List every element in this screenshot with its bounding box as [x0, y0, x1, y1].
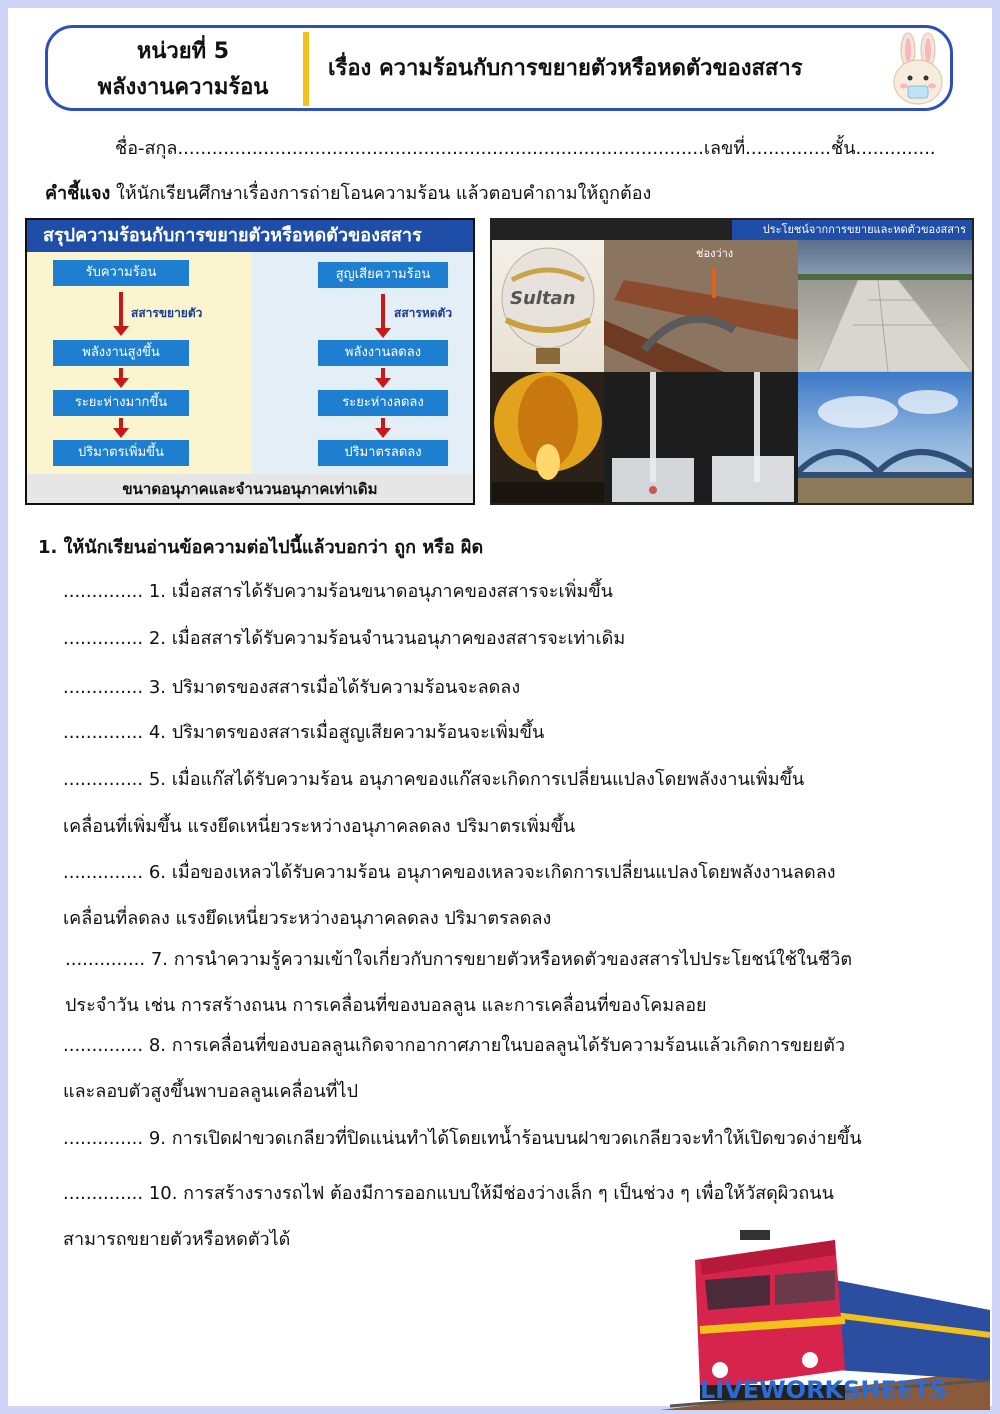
expand-label: สสารขยายตัว [131, 306, 203, 320]
summary-diagram [25, 218, 475, 505]
unit-number: หน่วยที่ 5 [136, 39, 230, 64]
question-9: .............. 9. การเปิดฝาขวดเกลียวที่ปิดแน่นทำได้โดยเทน้ำร้อนบนฝาขวดเกลียวจะทำให้เปิดขวดง่ายขึ้น [63, 1128, 862, 1149]
question-2: .............. 2. เมื่อสสารได้รับความร้อนจำนวนอนุภาคของสสารจะเท่าเดิม [63, 628, 626, 649]
question-8: .............. 8. การเคลื่อนที่ของบอลลูนเกิดจากอากาศภายในบอลลูนได้รับความร้อนแล้วเกิดการขยยตัว [63, 1035, 846, 1056]
photo-collage [490, 218, 974, 505]
question-5: .............. 5. เมื่อแก๊สได้รับความร้อน อนุภาคของแก๊สจะเกิดการเปลี่ยนแปลงโดยพลังงานเพิ่มขึ้น [63, 769, 805, 790]
question-5-cont: เคลื่อนที่เพิ่มขึ้น แรงยึดเหนี่ยวระหว่างอนุภาคลดลง ปริมาตรเพิ่มขึ้น [63, 816, 576, 837]
down-arrow-icon [381, 368, 385, 380]
header-box [45, 25, 953, 111]
summary-title: สรุปความร้อนกับการขยายตัวหรือหดตัวของสสาร [27, 220, 473, 252]
loss-step-2: ระยะห่างลดลง [318, 390, 448, 416]
question-1: .............. 1. เมื่อสสารได้รับความร้อนขนาดอนุภาคของสสารจะเพิ่มขึ้น [63, 581, 613, 602]
unit-name: พลังงานความร้อน [97, 75, 269, 100]
contract-label: สสารหดตัว [394, 306, 453, 320]
balloon-text: Sultan [510, 288, 576, 309]
photo-road [798, 240, 972, 372]
header-divider [303, 32, 309, 106]
question-6-cont: เคลื่อนที่ลดลง แรงยึดเหนี่ยวระหว่างอนุภาคลดลง ปริมาตรลดลง [63, 908, 552, 929]
gain-step-2: ระยะห่างมากขึ้น [53, 390, 189, 416]
photo-thermometer-beakers [604, 372, 798, 505]
unit-title [58, 34, 308, 106]
question-6: .............. 6. เมื่อของเหลวได้รับความร้อน อนุภาคของเหลวจะเกิดการเปลี่ยนแปลงโดยพลังงานลดลง [63, 862, 836, 883]
heat-gain-panel [27, 252, 252, 474]
down-arrow-icon [119, 418, 123, 430]
question-7: .............. 7. การนำความรู้ความเข้าใจเกี่ยวกับการขยายตัวหรือหดตัวของสสารไปประโยชน์ใช้ในชีวิต [65, 949, 853, 970]
loss-step-1: พลังงานลดลง [318, 340, 448, 366]
name-line: ชื่อ-สกุล............................................................................................เลขที่...............ชั้น.............. [115, 138, 936, 159]
gain-step-1: พลังงานสูงขึ้น [53, 340, 189, 366]
gain-head-box: รับความร้อน [53, 260, 189, 286]
watermark-logo: LIVEWORKSHEETS [700, 1376, 947, 1404]
instruction-label: คำชี้แจง [45, 183, 111, 204]
gap-label: ช่องว่าง [696, 247, 734, 260]
bunny-icon [888, 32, 950, 108]
question-4: .............. 4. ปริมาตรของสสารเมื่อสูญเสียความร้อนจะเพิ่มขึ้น [63, 722, 545, 743]
question-10: .............. 10. การสร้างรางรถไฟ ต้องมีการออกแบบให้มีช่องว่างเล็ก ๆ เป็นช่วง ๆ เพื่อให้วัสดุผิวถนน [63, 1183, 834, 1204]
heat-loss-panel [252, 252, 473, 474]
down-arrow-icon [119, 292, 123, 328]
question-heading: 1. ให้นักเรียนอ่านข้อความต่อไปนี้แล้วบอกว่า ถูก หรือ ผิด [38, 537, 484, 558]
instruction [45, 178, 651, 207]
down-arrow-icon [381, 294, 385, 330]
photo-rail-gap [604, 240, 798, 372]
gain-step-3: ปริมาตรเพิ่มขึ้น [53, 440, 189, 466]
photo-balloon-burner [492, 372, 604, 505]
photo-hot-air-balloon [492, 240, 604, 372]
question-8-cont: และลอบตัวสูงขึ้นพาบอลลูนเคลื่อนที่ไป [63, 1081, 359, 1102]
loss-step-3: ปริมาตรลดลง [318, 440, 448, 466]
loss-head-box: สูญเสียความร้อน [318, 262, 448, 288]
collage-title: ประโยชน์จากการขยายและหดตัวของสสาร [732, 220, 972, 240]
question-10-cont: สามารถขยายตัวหรือหดตัวได้ [63, 1229, 291, 1250]
question-3: .............. 3. ปริมาตรของสสารเมื่อได้รับความร้อนจะลดลง [63, 677, 521, 698]
photo-steel-bridge [798, 372, 972, 505]
down-arrow-icon [381, 418, 385, 430]
question-7-cont: ประจำวัน เช่น การสร้างถนน การเคลื่อนที่ของบอลลูน และการเคลื่อนที่ของโคมลอย [65, 995, 707, 1016]
topic-title: เรื่อง ความร้อนกับการขยายตัวหรือหดตัวของสสาร [328, 56, 803, 81]
instruction-text: ให้นักเรียนศึกษาเรื่องการถ่ายโอนความร้อน แล้วตอบคำถามให้ถูกต้อง [110, 183, 652, 204]
summary-footer: ขนาดอนุภาคและจำนวนอนุภาคเท่าเดิม [27, 474, 473, 504]
down-arrow-icon [119, 368, 123, 380]
